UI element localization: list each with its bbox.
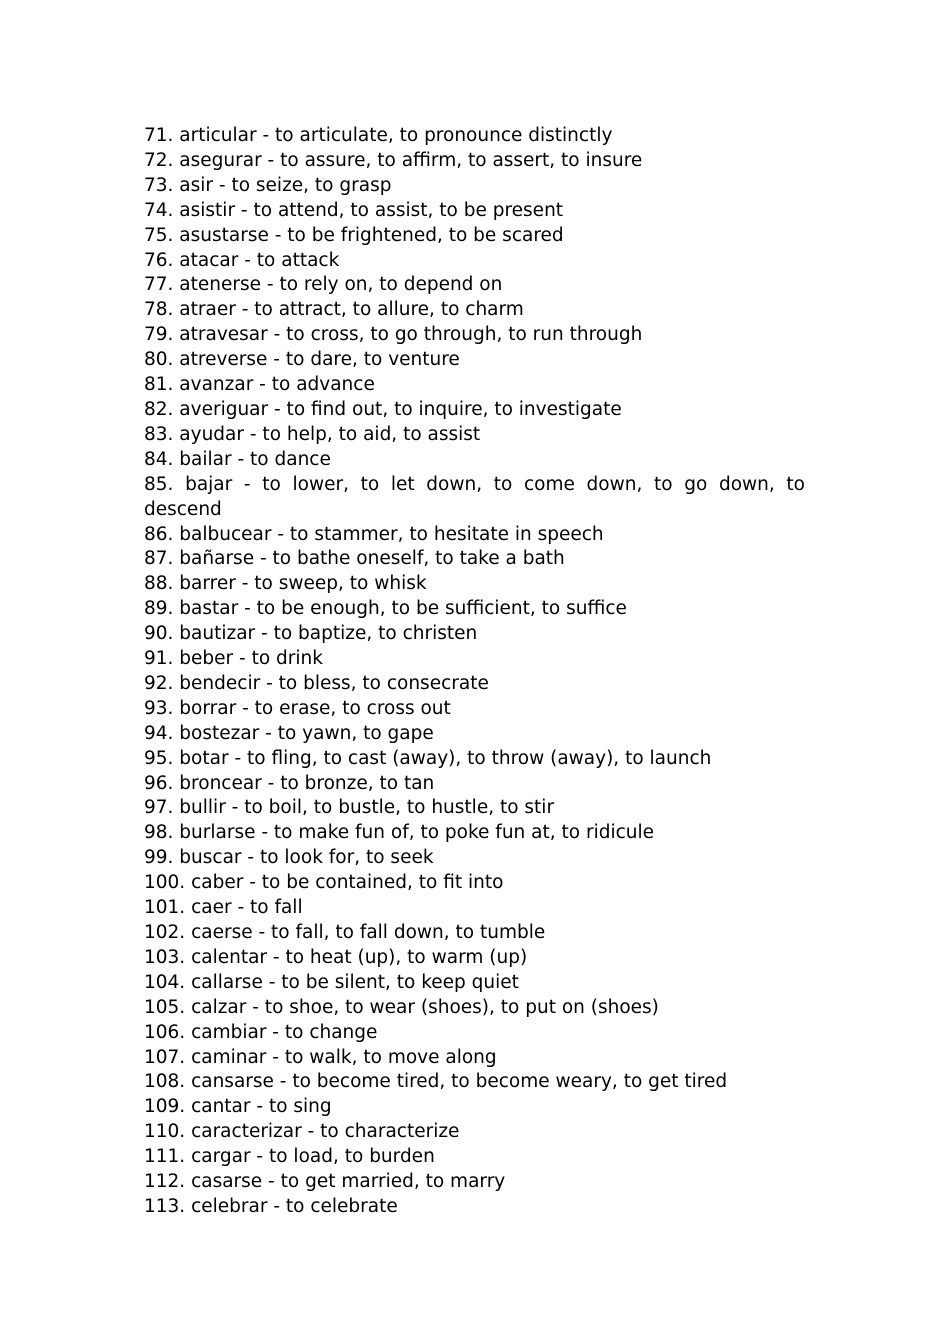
document-page xyxy=(144,124,805,1220)
list-item: 97. bullir - to boil, to bustle, to hustle, to stir xyxy=(144,797,555,819)
list-item: 112. casarse - to get married, to marry xyxy=(144,1171,506,1193)
list-item: 83. ayudar - to help, to aid, to assist xyxy=(144,423,481,445)
list-item: 86. balbucear - to stammer, to hesitate in speech xyxy=(144,523,604,545)
list-item: 95. botar - to fling, to cast (away), to throw (away), to launch xyxy=(144,747,712,769)
list-item: 89. bastar - to be enough, to be sufficient, to suffice xyxy=(144,598,627,620)
list-item: 111. cargar - to load, to burden xyxy=(144,1146,435,1168)
list-item: 85. bajar - to lower, to let down, to come down, to go down, to descend xyxy=(144,473,805,520)
list-item: 74. asistir - to attend, to assist, to be present xyxy=(144,199,564,221)
list-item: 110. caracterizar - to characterize xyxy=(144,1121,460,1143)
list-item: 102. caerse - to fall, to fall down, to tumble xyxy=(144,922,546,943)
list-item: 98. burlarse - to make fun of, to poke fun at, to ridicule xyxy=(144,822,655,844)
list-item: 99. buscar - to look for, to seek xyxy=(144,847,434,869)
list-item: 101. caer - to fall xyxy=(144,897,303,919)
list-item: 78. atraer - to attract, to allure, to charm xyxy=(144,299,524,321)
list-item: 104. callarse - to be silent, to keep quiet xyxy=(144,971,519,993)
list-item: 72. asegurar - to assure, to affirm, to assert, to insure xyxy=(144,149,643,171)
list-item: 113. celebrar - to celebrate xyxy=(144,1195,398,1217)
list-item: 82. averiguar - to find out, to inquire, to investigate xyxy=(144,398,622,420)
list-item: 84. bailar - to dance xyxy=(144,448,331,470)
list-item: 109. cantar - to sing xyxy=(144,1096,332,1118)
list-item: 88. barrer - to sweep, to whisk xyxy=(144,573,427,595)
list-item: 105. calzar - to shoe, to wear (shoes), to put on (shoes) xyxy=(144,996,659,1018)
list-item: 103. calentar - to heat (up), to warm (up) xyxy=(144,946,528,968)
list-item: 90. bautizar - to baptize, to christen xyxy=(144,623,478,645)
list-item: 94. bostezar - to yawn, to gape xyxy=(144,722,434,744)
list-item: 107. caminar - to walk, to move along xyxy=(144,1046,497,1068)
list-item: 77. atenerse - to rely on, to depend on xyxy=(144,274,503,296)
list-item: 81. avanzar - to advance xyxy=(144,374,375,396)
list-item: 75. asustarse - to be frightened, to be scared xyxy=(144,224,564,246)
list-item: 96. broncear - to bronze, to tan xyxy=(144,772,435,794)
list-item: 106. cambiar - to change xyxy=(144,1021,378,1043)
list-item: 76. atacar - to attack xyxy=(144,249,340,271)
list-item: 71. articular - to articulate, to pronounce distinctly xyxy=(144,125,613,146)
list-item: 108. cansarse - to become tired, to become weary, to get tired xyxy=(144,1071,728,1093)
list-item: 92. bendecir - to bless, to consecrate xyxy=(144,672,489,694)
list-item: 87. bañarse - to bathe oneself, to take a bath xyxy=(144,548,565,570)
list-item: 80. atreverse - to dare, to venture xyxy=(144,349,460,371)
list-item: 79. atravesar - to cross, to go through, to run through xyxy=(144,324,643,346)
list-item: 93. borrar - to erase, to cross out xyxy=(144,697,451,719)
list-item: 91. beber - to drink xyxy=(144,648,323,670)
list-item: 100. caber - to be contained, to fit into xyxy=(144,872,504,894)
list-item: 73. asir - to seize, to grasp xyxy=(144,174,392,196)
